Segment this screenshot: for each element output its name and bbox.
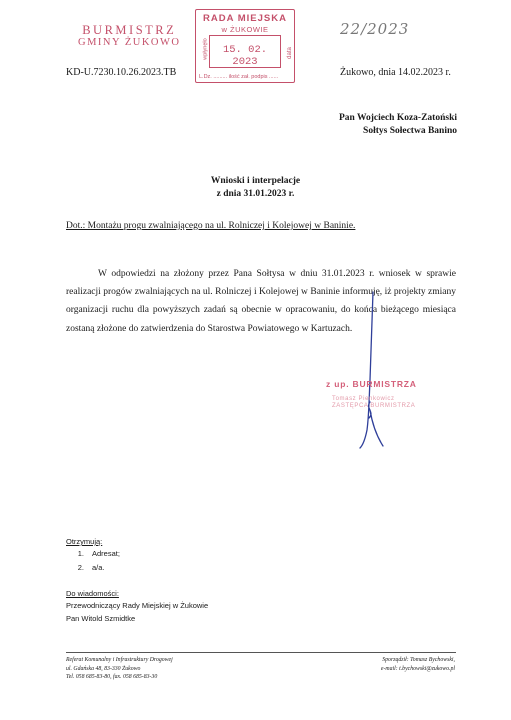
footer-department-address: ul. Gdańska 48, 83-330 Żukowo (66, 665, 141, 672)
council-stamp-date-box (209, 35, 281, 68)
letter-title-line1: Wnioski i interpelacje (210, 176, 301, 186)
place-and-date: Żukowo, dnia 14.02.2023 r. (340, 67, 451, 78)
footer-divider (66, 652, 456, 653)
for-information-title: Do wiadomości: (66, 589, 119, 598)
body-paragraph: W odpowiedzi na złożony przez Pana Sołtysa w dniu 31.01.2023 r. wniosek w sprawie realizacji progów zwalniających na ul. Rolniczej i Kolejowej w Baninie informuję, iż projekty zmiany organizacji ruchu dla powyższych zadań są obecnie w opracowaniu, do końca bieżącego miesiąca zostaną złożone do zatwierdzenia do Starostwa Powiatowego w Kartuzach. (66, 269, 456, 334)
signature-stamp-details (332, 396, 415, 410)
list-item-number: 1. (77, 549, 84, 558)
council-receipt-stamp (195, 9, 295, 83)
list-item-text: Adresat; (92, 549, 120, 558)
recipients-title: Otrzymują: (66, 537, 103, 546)
letter-title (0, 175, 511, 201)
addressee-block (339, 112, 457, 138)
council-stamp-footer: L.Dz. ......... ilość zał. podpis ...... (199, 74, 279, 80)
footer-author-name: Sporządził: Tomasz Bychowski, (382, 657, 455, 663)
addressee-name: Pan Wojciech Koza-Zatoński (338, 113, 457, 123)
letter-title-line2: z dnia 31.01.2023 r. (216, 188, 295, 199)
letter-subject: Dot.: Montażu progu zwalniającego na ul. Rolniczej i Kolejowej w Baninie. (66, 221, 356, 231)
footer-department-phone: Tel. 058 685-83-80, fax. 058 685-83-30 (66, 674, 158, 680)
burmistrz-stamp (78, 24, 180, 48)
list-item (66, 547, 120, 561)
footer-author-email: e-mail: t.bychowski@zukowo.pl (380, 665, 455, 672)
signature-stamp-title: z up. BURMISTRZA (326, 379, 417, 389)
addressee-role: Sołtys Sołectwa Banino (363, 125, 457, 136)
list-item (66, 561, 120, 575)
letter-body (66, 265, 456, 338)
recipients-list (66, 547, 120, 575)
footer-author (381, 656, 455, 673)
list-item-text: a/a. (92, 563, 105, 572)
council-stamp-title: RADA MIEJSKA (203, 13, 287, 24)
list-item-number: 2. (77, 563, 84, 572)
burmistrz-stamp-line2: GMINY ŻUKOWO (78, 37, 181, 49)
signature-stamp-name: Tomasz Pienkowicz (332, 396, 395, 402)
footer-department (66, 656, 173, 682)
burmistrz-stamp-line1: BURMISTRZ (82, 23, 177, 37)
for-information-line1: Przewodniczący Rady Miejskiej w Żukowie (66, 601, 209, 610)
council-stamp-received-label: wpłynęło (202, 38, 209, 60)
for-information-block (66, 599, 208, 625)
handwritten-number: 22/2023 (340, 20, 410, 38)
reference-number: KD-U.7230.10.26.2023.TB (66, 67, 177, 78)
council-stamp-date-label: data (287, 47, 294, 59)
council-stamp-subtitle: w ŻUKOWIE (221, 25, 269, 34)
signature-stamp-role: ZASTĘPCA BURMISTRZA (332, 403, 416, 410)
footer-department-name: Referat Komunalny i Infrastruktury Drogowej (66, 657, 173, 663)
for-information-line2: Pan Witold Szmidtke (66, 614, 136, 623)
council-stamp-date: 15. 02. 2023 (222, 44, 268, 68)
handwritten-signature (355, 290, 395, 450)
